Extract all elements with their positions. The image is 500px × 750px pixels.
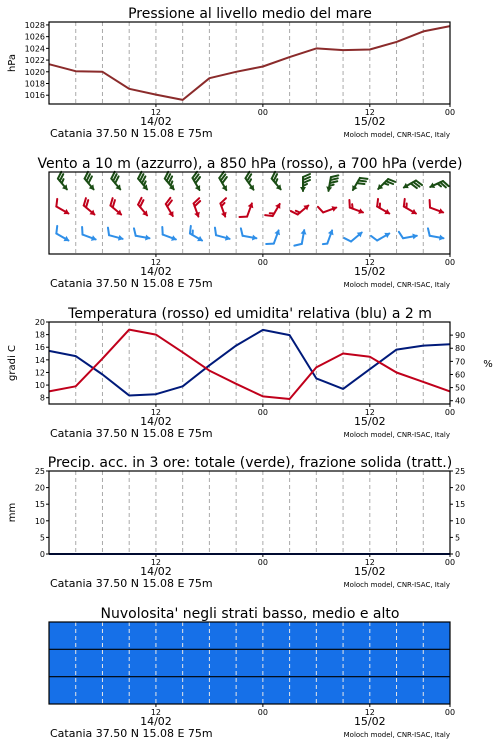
barb-flag: [54, 226, 60, 234]
y-tick-label: 25: [34, 467, 45, 476]
y2-tick-label: 5: [455, 533, 461, 543]
wind-barb-850hpa: [426, 200, 446, 216]
model-credit: Moloch model, CNR-ISAC, Italy: [343, 281, 450, 289]
barb-head: [411, 209, 418, 217]
wind-barb-850hpa: [346, 200, 366, 216]
barb-head: [350, 185, 358, 192]
barb-flag: [80, 227, 85, 235]
x-tick-label: 00: [257, 708, 268, 717]
y2-tick-label: 70: [455, 357, 466, 367]
barb-head: [328, 228, 335, 235]
y-axis-label: hPa: [7, 53, 18, 73]
x-tick-label: 00: [257, 558, 268, 567]
barb-flag: [344, 236, 351, 243]
y2-tick-label: 10: [455, 516, 466, 526]
barb-head: [248, 201, 255, 208]
barb-flag: [427, 228, 431, 235]
wind-barb-10m: [344, 226, 364, 245]
barb-head: [401, 183, 408, 191]
x-date-label: 14/02: [140, 715, 172, 728]
plot-border: [49, 22, 450, 104]
y-axis-label: gradi C: [7, 345, 18, 381]
barb-head: [63, 236, 70, 244]
wind-barb-10m: [294, 228, 307, 247]
y2-axis-label: %: [483, 359, 493, 370]
x-tick-label: 12: [364, 108, 375, 117]
x-tick-label: 12: [150, 708, 162, 717]
wind-barb-700hpa: [401, 176, 422, 194]
model-credit: Moloch model, CNR-ISAC, Italy: [343, 581, 450, 589]
humidity-line: [49, 330, 450, 396]
x-tick-label: 00: [444, 108, 456, 117]
wind-barb-850hpa: [162, 198, 180, 219]
x-tick-label: 00: [444, 558, 456, 567]
wind-barb-10m: [186, 226, 207, 244]
plot-border: [49, 471, 450, 554]
wind-barb-850hpa: [291, 199, 311, 218]
wind-barb-700hpa: [375, 175, 395, 195]
barb-head: [331, 204, 338, 211]
wind-barb-10m: [52, 226, 73, 244]
barb-head: [63, 209, 70, 217]
x-date-label: 14/02: [140, 115, 172, 128]
barb-head: [197, 236, 204, 244]
y2-tick-label: 60: [455, 370, 466, 380]
panel-title: Nuvolosita' negli strati basso, medio e alto: [100, 606, 400, 622]
y-tick-label: 8: [39, 393, 45, 403]
y-tick-label: 1024: [24, 44, 45, 54]
wind-barb-850hpa: [373, 199, 394, 217]
x-tick-label: 12: [150, 258, 162, 267]
wind-barb-850hpa: [80, 198, 100, 217]
barb-flag: [54, 199, 60, 207]
barb-head: [194, 212, 201, 219]
barb-flag: [371, 234, 377, 242]
y2-tick-label: 0: [455, 550, 461, 559]
wind-barb-700hpa: [188, 172, 206, 193]
model-credit: Moloch model, CNR-ISAC, Italy: [343, 431, 450, 439]
x-tick-label: 12: [364, 258, 375, 267]
y-tick-label: 15: [34, 500, 45, 510]
x-date-label: 15/02: [353, 565, 386, 578]
model-credit: Moloch model, CNR-ISAC, Italy: [343, 131, 450, 139]
panel-title: Precip. acc. in 3 ore: totale (verde), frazione solida (tratt.): [47, 455, 453, 471]
location-label: Catania 37.50 N 15.08 E 75m: [50, 577, 213, 590]
location-label: Catania 37.50 N 15.08 E 75m: [50, 427, 213, 440]
y-tick-label: 1016: [24, 91, 45, 101]
barb-head: [300, 187, 306, 192]
wind-barb-700hpa: [215, 172, 233, 193]
barb-flag: [160, 227, 165, 235]
wind-barb-850hpa: [240, 200, 256, 220]
barb-flag: [106, 228, 111, 236]
x-tick-label: 00: [444, 408, 456, 417]
x-tick-label: 00: [257, 258, 268, 267]
barb-half-flag: [323, 242, 327, 245]
barb-head: [275, 202, 283, 209]
wind-barb-700hpa: [350, 174, 368, 195]
barb-flag: [318, 206, 323, 214]
wind-panel: [37, 156, 462, 290]
y-tick-label: 1028: [24, 20, 45, 30]
wind-barb-10m: [159, 227, 179, 243]
cloud-layer-medio: [49, 649, 450, 676]
wind-barb-10m: [426, 228, 445, 241]
plot-border: [49, 322, 450, 404]
wind-barb-700hpa: [325, 174, 338, 193]
barb-head: [358, 208, 365, 215]
wind-barb-10m: [371, 227, 392, 245]
x-tick-label: 12: [150, 408, 162, 417]
y-tick-label: 16: [34, 343, 45, 353]
wind-barb-850hpa: [400, 199, 421, 217]
wind-barb-850hpa: [106, 198, 126, 217]
x-date-label: 15/02: [353, 715, 386, 728]
wind-barb-10m: [399, 229, 418, 242]
x-tick-label: 12: [364, 408, 375, 417]
wind-barb-10m: [212, 228, 232, 242]
wind-barb-700hpa: [241, 172, 260, 192]
y-tick-label: 1026: [24, 32, 45, 42]
y-tick-label: 5: [39, 533, 45, 543]
barb-head: [384, 209, 391, 217]
wind-barb-850hpa: [134, 198, 153, 218]
temperature-panel: [7, 306, 493, 440]
x-date-label: 15/02: [353, 115, 386, 128]
pressure-line: [49, 26, 450, 100]
precip-panel: [7, 455, 465, 590]
x-tick-label: 12: [364, 558, 375, 567]
barb-flag: [133, 228, 137, 235]
wind-barb-850hpa: [190, 198, 206, 218]
barb-flag: [219, 198, 227, 203]
wind-barb-700hpa: [54, 172, 73, 192]
barb-head: [171, 235, 178, 242]
location-label: Catania 37.50 N 15.08 E 75m: [50, 277, 213, 290]
wind-barb-10m: [266, 227, 282, 247]
barb-flag: [399, 231, 403, 238]
panel-title: Vento a 10 m (azzurro), a 850 hPa (rosso), a 700 hPa (verde): [37, 156, 463, 172]
location-label: Catania 37.50 N 15.08 E 75m: [50, 127, 213, 140]
barb-head: [428, 183, 435, 191]
y-tick-label: 12: [34, 368, 45, 378]
barb-head: [384, 230, 391, 238]
wind-barb-10m: [239, 228, 258, 241]
wind-barb-10m: [323, 228, 335, 246]
y-tick-label: 1020: [24, 67, 45, 77]
barb-head: [221, 212, 228, 219]
wind-barb-850hpa: [52, 199, 73, 217]
wind-barb-700hpa: [80, 172, 99, 192]
y-tick-label: 10: [34, 516, 45, 526]
location-label: Catania 37.50 N 15.08 E 75m: [50, 727, 213, 740]
y-tick-label: 14: [34, 355, 45, 365]
cloud-panel: [49, 606, 455, 740]
wind-barb-10m: [79, 227, 99, 243]
temperature-line: [49, 330, 450, 399]
barb-flag: [240, 228, 244, 235]
y2-tick-label: 80: [455, 344, 466, 354]
barb-head: [91, 235, 98, 242]
y-tick-label: 18: [34, 330, 45, 340]
barb-head: [195, 185, 203, 192]
pressure-panel: [7, 6, 455, 140]
wind-barb-700hpa: [161, 172, 180, 192]
wind-barb-10m: [105, 228, 125, 242]
y-tick-label: 1022: [24, 56, 45, 66]
x-tick-label: 00: [444, 708, 456, 717]
panel-title: Pressione al livello medio del mare: [128, 6, 372, 22]
barb-flag: [427, 200, 432, 208]
x-tick-label: 12: [150, 108, 162, 117]
x-tick-label: 00: [444, 258, 456, 267]
y-tick-label: 10: [34, 381, 45, 391]
x-date-label: 15/02: [353, 265, 386, 278]
cloud-layer-basso: [49, 677, 450, 704]
x-date-label: 14/02: [140, 415, 172, 428]
y2-tick-label: 50: [455, 383, 466, 393]
wind-barb-850hpa: [318, 201, 338, 217]
wind-barb-850hpa: [265, 200, 283, 221]
wind-barb-10m: [132, 228, 151, 241]
y-tick-label: 20: [34, 483, 45, 493]
wind-barb-850hpa: [217, 198, 233, 218]
barb-head: [222, 185, 230, 192]
x-tick-label: 00: [257, 408, 268, 417]
barb-flag: [213, 228, 218, 236]
y2-tick-label: 15: [455, 500, 466, 510]
wind-barb-700hpa: [300, 174, 310, 192]
y2-tick-label: 25: [455, 467, 466, 476]
cloud-layer-alto: [49, 622, 450, 649]
y2-tick-label: 40: [455, 396, 466, 406]
wind-barb-700hpa: [428, 177, 449, 194]
y-tick-label: 0: [39, 550, 45, 559]
x-tick-label: 12: [364, 708, 375, 717]
x-date-label: 14/02: [140, 565, 172, 578]
x-date-label: 15/02: [353, 415, 386, 428]
barb-head: [438, 208, 445, 215]
barb-flag: [266, 241, 274, 246]
y-tick-label: 20: [34, 318, 45, 327]
barb-flag: [240, 214, 248, 219]
y-tick-label: 1018: [24, 79, 45, 89]
barb-head: [274, 228, 281, 235]
x-tick-label: 00: [257, 108, 268, 117]
barb-head: [168, 211, 176, 218]
panel-title: Temperatura (rosso) ed umidita' relativa (blu) a 2 m: [68, 306, 432, 322]
x-date-label: 14/02: [140, 265, 172, 278]
y-axis-label: mm: [7, 502, 18, 523]
wind-barb-700hpa: [267, 172, 286, 192]
barb-flag: [294, 243, 301, 247]
wind-barb-700hpa: [134, 172, 153, 192]
model-credit: Moloch model, CNR-ISAC, Italy: [343, 731, 450, 739]
wind-barb-700hpa: [107, 172, 126, 192]
y2-tick-label: 20: [455, 483, 466, 493]
x-tick-label: 12: [150, 558, 162, 567]
y2-tick-label: 90: [455, 331, 466, 341]
